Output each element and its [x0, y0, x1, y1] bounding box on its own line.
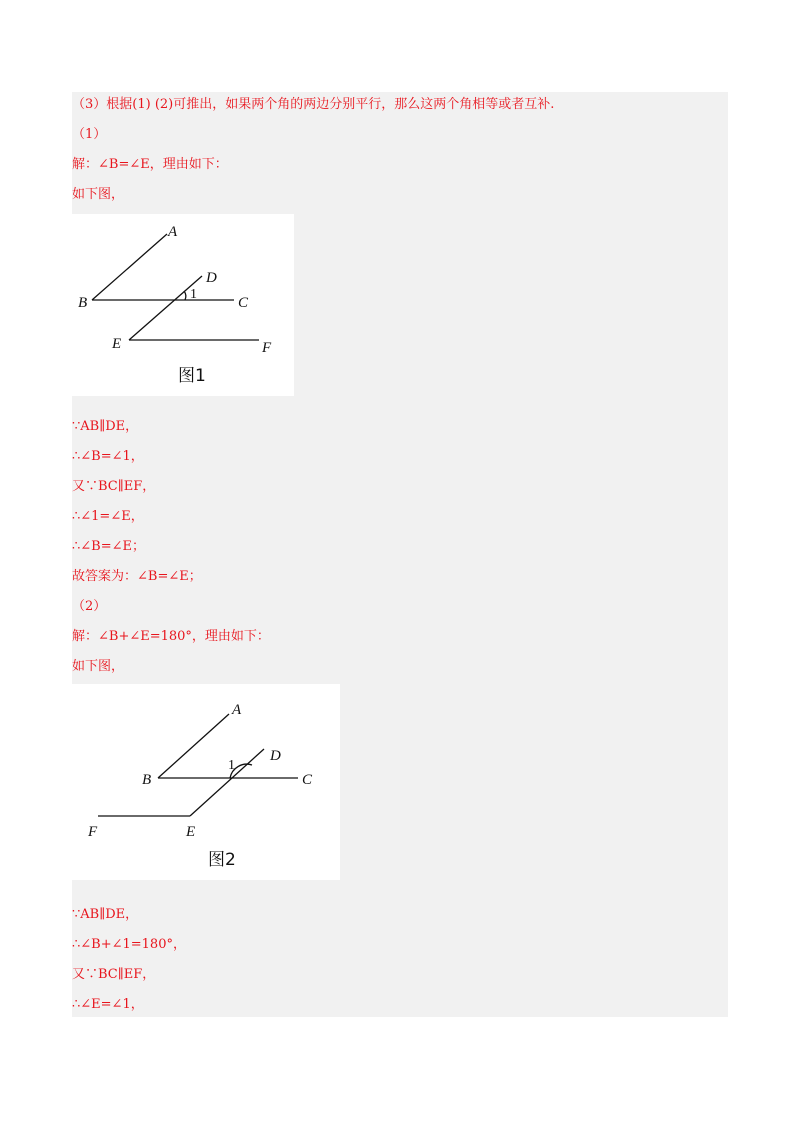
label-e: E	[112, 336, 122, 352]
label-c: C	[238, 295, 249, 311]
conclusion-line: （3）根据(1) (2)可推出，如果两个角的两边分别平行，那么这两个角相等或者互补.	[72, 97, 555, 112]
figure-2	[72, 684, 340, 880]
label-f: F	[262, 340, 272, 356]
label-a: A	[168, 224, 178, 240]
step-1-eq-e: ∴∠1=∠E，	[72, 509, 144, 524]
label-b: B	[78, 295, 88, 311]
part1-heading: （1）	[72, 127, 107, 142]
part2-see-figure: 如下图，	[72, 659, 125, 674]
step2-bc-parallel-ef: 又∵BC∥EF，	[72, 967, 156, 982]
part2-heading: （2）	[72, 599, 107, 614]
step-b-eq-1: ∴∠B=∠1，	[72, 449, 144, 464]
step2-ab-parallel-de: ∵AB∥DE，	[72, 907, 139, 922]
step-bc-parallel-ef: 又∵BC∥EF，	[72, 479, 156, 494]
figure-1-caption: 图1	[178, 366, 206, 386]
line-ed	[190, 749, 264, 816]
label-f: F	[88, 824, 98, 840]
step2-b-plus-1: ∴∠B+∠1=180°，	[72, 937, 186, 952]
label-angle-1: 1	[228, 758, 235, 773]
line-ab	[92, 234, 167, 300]
line-ed	[129, 276, 202, 340]
label-b: B	[142, 772, 152, 788]
part1-answer: 解：∠B=∠E，理由如下：	[72, 157, 228, 172]
angle-1-arc	[184, 291, 186, 300]
figure-1	[72, 214, 294, 396]
step-b-eq-e: ∴∠B=∠E；	[72, 539, 145, 554]
part1-see-figure: 如下图，	[72, 187, 125, 202]
label-d: D	[270, 748, 281, 764]
label-a: A	[232, 702, 242, 718]
step-ab-parallel-de: ∵AB∥DE，	[72, 419, 139, 434]
solution-content	[72, 92, 728, 1017]
label-angle-1: 1	[190, 287, 197, 302]
line-ab	[158, 714, 229, 778]
label-c: C	[302, 772, 313, 788]
step2-e-eq-1: ∴∠E=∠1，	[72, 997, 144, 1012]
figure-2-caption: 图2	[208, 850, 236, 870]
label-d: D	[206, 270, 217, 286]
label-e: E	[186, 824, 196, 840]
part2-answer: 解：∠B+∠E=180°，理由如下：	[72, 629, 270, 644]
part1-final-answer: 故答案为：∠B=∠E；	[72, 569, 202, 584]
